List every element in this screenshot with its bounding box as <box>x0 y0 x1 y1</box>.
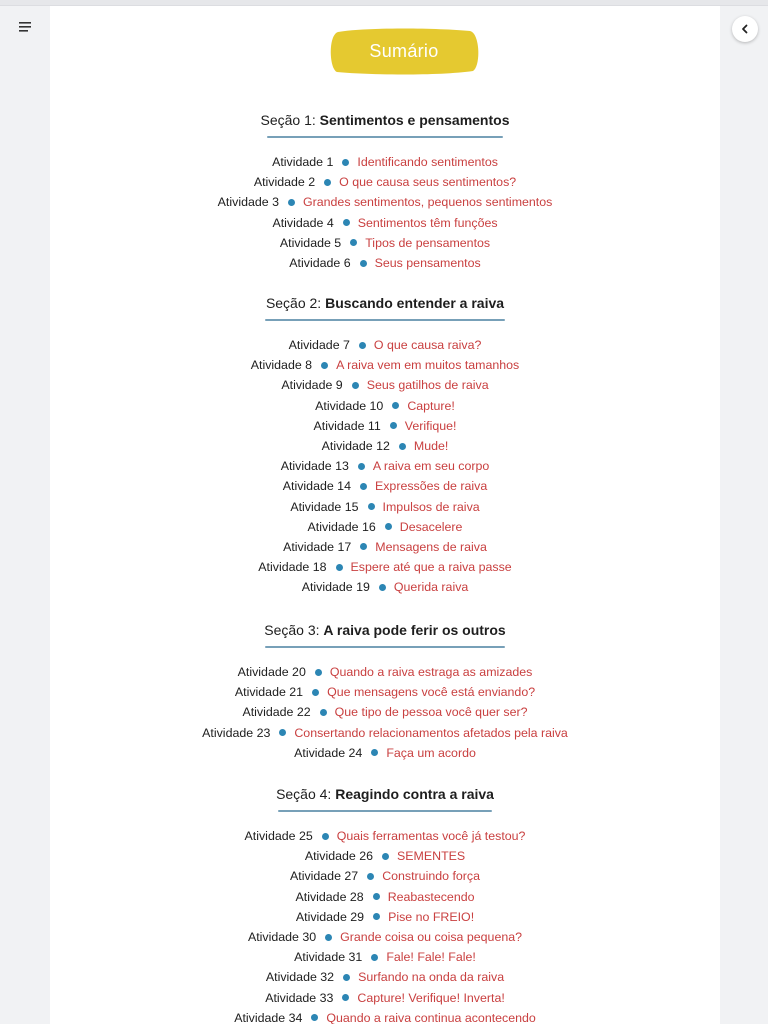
bullet-dot-icon <box>325 934 332 941</box>
activity-number: Atividade 33 <box>265 990 334 1005</box>
activity-number: Atividade 19 <box>301 580 370 595</box>
toc-entry[interactable] <box>50 233 720 253</box>
bullet-dot-icon <box>367 873 374 880</box>
activity-number: Atividade 9 <box>281 378 343 393</box>
bullet-dot-icon <box>315 669 322 676</box>
toc-entry[interactable] <box>50 947 720 967</box>
toc-entry[interactable] <box>50 355 720 375</box>
toc-section <box>50 110 720 273</box>
toc-section <box>50 784 720 1024</box>
toc-section <box>50 293 720 597</box>
activity-number: Atividade 5 <box>279 235 342 250</box>
activity-number: Atividade 34 <box>234 1010 303 1024</box>
bullet-dot-icon <box>379 584 386 591</box>
activity-title-link[interactable]: Impulsos de raiva <box>382 499 480 514</box>
bullet-dot-icon <box>360 260 367 267</box>
section-heading <box>50 620 720 640</box>
section-prefix: Seção 1: <box>260 112 316 128</box>
toc-entry[interactable] <box>50 866 720 886</box>
activity-number: Atividade 28 <box>295 889 364 904</box>
activity-title-link[interactable]: O que causa raiva? <box>373 338 482 352</box>
activity-title-link[interactable]: Grandes sentimentos, pequenos sentimentos <box>302 195 553 210</box>
activity-number: Atividade 17 <box>283 539 352 554</box>
activity-title-link[interactable]: Expressões de raiva <box>374 479 488 494</box>
bullet-dot-icon <box>311 1014 318 1021</box>
activity-list <box>50 152 720 273</box>
activity-number: Atividade 11 <box>313 418 381 433</box>
activity-number: Atividade 12 <box>321 438 390 453</box>
activity-number: Atividade 30 <box>247 929 317 944</box>
activity-title-link[interactable]: SEMENTES <box>397 849 466 864</box>
bullet-dot-icon <box>358 463 365 470</box>
activity-number: Atividade 18 <box>258 560 327 575</box>
activity-title-link[interactable]: Sentimentos têm funções <box>357 215 498 230</box>
activity-title-link[interactable]: Reabastecendo <box>387 889 475 904</box>
section-name: A raiva pode ferir os outros <box>323 622 506 638</box>
activity-title-link[interactable]: Grande coisa ou coisa pequena? <box>340 929 523 944</box>
activity-title-link[interactable]: Mensagens de raiva <box>375 539 487 554</box>
bullet-dot-icon <box>392 402 399 409</box>
toc-entry[interactable] <box>50 537 720 557</box>
activity-number: Atividade 4 <box>272 215 334 230</box>
toc-entry[interactable] <box>50 1008 720 1024</box>
toc-section <box>50 620 720 763</box>
activity-number: Atividade 21 <box>234 685 304 700</box>
bullet-dot-icon <box>373 913 380 920</box>
activity-title-link[interactable]: Mude! <box>413 438 449 453</box>
activity-number: Atividade 1 <box>272 155 334 169</box>
activity-number: Atividade 13 <box>280 459 349 474</box>
activity-number: Atividade 2 <box>253 175 316 190</box>
activity-number: Atividade 16 <box>307 519 376 534</box>
toc-entry[interactable] <box>50 743 720 763</box>
toc-entry[interactable] <box>50 846 720 866</box>
activity-number: Atividade 26 <box>304 849 374 864</box>
activity-list <box>50 335 720 597</box>
toc-entry[interactable] <box>50 967 720 987</box>
bullet-dot-icon <box>360 543 367 550</box>
toc-entry[interactable] <box>50 723 720 743</box>
bullet-dot-icon <box>385 523 392 530</box>
activity-number: Atividade 3 <box>217 195 279 210</box>
activity-title-link[interactable]: Quando a raiva continua acontecendo <box>326 1010 536 1024</box>
toc-entry[interactable] <box>50 907 720 927</box>
section-prefix: Seção 2: <box>265 295 322 311</box>
toc-entry[interactable] <box>50 497 720 517</box>
bullet-dot-icon <box>343 974 350 981</box>
toc-entry[interactable] <box>50 253 720 273</box>
toc-entry[interactable] <box>50 557 720 577</box>
activity-title-link[interactable]: Surfando na onda da raiva <box>358 970 505 985</box>
bullet-dot-icon <box>324 179 331 186</box>
bullet-dot-icon <box>320 709 327 716</box>
bullet-dot-icon <box>399 443 406 450</box>
activity-number: Atividade 7 <box>288 338 350 352</box>
toc-entry[interactable] <box>50 662 720 682</box>
toc-entry[interactable] <box>50 682 720 702</box>
title-badge <box>328 26 480 76</box>
page-title: Sumário <box>369 40 439 61</box>
toc-entry[interactable] <box>50 927 720 947</box>
bullet-dot-icon <box>343 219 350 226</box>
activity-title-link[interactable]: Capture! Verifique! Inverta! <box>357 990 505 1005</box>
activity-title-link[interactable]: Desacelere <box>399 519 463 534</box>
toc-entry[interactable] <box>50 396 720 416</box>
activity-title-link[interactable]: Faça um acordo <box>386 745 476 760</box>
bullet-dot-icon <box>342 994 349 1001</box>
bullet-dot-icon <box>352 382 359 389</box>
activity-title-link[interactable]: A raiva em seu corpo <box>372 459 490 474</box>
section-heading <box>50 293 720 313</box>
activity-title-link[interactable]: Pise no FREIO! <box>388 909 475 924</box>
activity-number: Atividade 15 <box>290 499 359 514</box>
activity-number: Atividade 27 <box>289 869 359 884</box>
hamburger-menu-icon <box>19 22 31 32</box>
activity-number: Atividade 24 <box>294 745 363 760</box>
menu-button[interactable] <box>14 17 36 37</box>
activity-number: Atividade 10 <box>315 398 384 413</box>
toc-entry[interactable] <box>50 476 720 496</box>
bullet-dot-icon <box>336 564 343 571</box>
toc-entry[interactable] <box>50 416 720 436</box>
bullet-dot-icon <box>360 483 367 490</box>
document-page <box>50 6 720 1024</box>
collapse-panel-button[interactable] <box>732 16 758 42</box>
activity-title-link[interactable]: Construindo força <box>382 869 480 884</box>
bullet-dot-icon <box>390 422 397 429</box>
bullet-dot-icon <box>312 689 319 696</box>
bullet-dot-icon <box>342 159 349 166</box>
activity-number: Atividade 20 <box>237 665 306 679</box>
activity-title-link[interactable]: Verifique! <box>404 418 457 433</box>
toc-entry[interactable] <box>50 213 720 233</box>
toc-entry[interactable] <box>50 172 720 192</box>
section-heading <box>50 784 720 804</box>
section-name: Reagindo contra a raiva <box>335 786 494 802</box>
bullet-dot-icon <box>371 749 378 756</box>
toc-entry[interactable] <box>50 826 720 846</box>
bullet-dot-icon <box>359 342 366 349</box>
bullet-dot-icon <box>322 833 329 840</box>
section-heading <box>50 110 720 130</box>
activity-number: Atividade 32 <box>265 970 335 985</box>
activity-number: Atividade 22 <box>242 705 311 720</box>
section-underline <box>265 646 505 648</box>
section-underline <box>278 810 492 812</box>
activity-number: Atividade 8 <box>250 358 313 373</box>
bullet-dot-icon <box>371 954 378 961</box>
toc-entry[interactable] <box>50 335 720 355</box>
activity-number: Atividade 31 <box>294 950 363 965</box>
toc-entry[interactable] <box>50 577 720 597</box>
activity-title-link[interactable]: Fale! Fale! Fale! <box>386 950 476 965</box>
activity-title-link[interactable]: Espere até que a raiva passe <box>350 560 512 575</box>
toc-entry[interactable] <box>50 702 720 722</box>
activity-title-link[interactable]: Tipos de pensamentos <box>365 235 491 250</box>
activity-title-link[interactable]: Seus pensamentos <box>374 255 481 270</box>
toc-entry[interactable] <box>50 436 720 456</box>
bullet-dot-icon <box>350 239 357 246</box>
activity-title-link[interactable]: Quando a raiva estraga as amizades <box>329 665 533 679</box>
activity-title-link[interactable]: Seus gatilhos de raiva <box>366 378 489 393</box>
activity-title-link[interactable]: Identificando sentimentos <box>357 155 498 169</box>
activity-list <box>50 662 720 763</box>
bullet-dot-icon <box>279 729 286 736</box>
activity-number: Atividade 25 <box>244 829 313 843</box>
toc-entry[interactable] <box>50 887 720 907</box>
bullet-dot-icon <box>382 853 389 860</box>
chevron-left-icon <box>740 24 750 34</box>
activity-title-link[interactable]: O que causa seus sentimentos? <box>339 175 517 190</box>
activity-title-link[interactable]: Que tipo de pessoa você quer ser? <box>334 705 528 720</box>
section-name: Sentimentos e pensamentos <box>319 112 510 128</box>
bullet-dot-icon <box>368 503 375 510</box>
section-underline <box>265 319 505 321</box>
toc-entry[interactable] <box>50 517 720 537</box>
activity-title-link[interactable]: Quais ferramentas você já testou? <box>336 829 526 843</box>
section-prefix: Seção 4: <box>276 786 332 802</box>
activity-list <box>50 826 720 1024</box>
activity-number: Atividade 14 <box>282 479 351 494</box>
activity-number: Atividade 6 <box>289 255 351 270</box>
section-prefix: Seção 3: <box>264 622 320 638</box>
bullet-dot-icon <box>373 893 380 900</box>
toc-entry[interactable] <box>50 456 720 476</box>
toc-entry[interactable] <box>50 192 720 212</box>
activity-title-link[interactable]: Querida raiva <box>393 580 469 595</box>
activity-number: Atividade 23 <box>202 725 271 740</box>
bullet-dot-icon <box>288 199 295 206</box>
toc-entry[interactable] <box>50 152 720 172</box>
activity-title-link[interactable]: A raiva vem em muitos tamanhos <box>336 358 520 373</box>
toc-entry[interactable] <box>50 988 720 1008</box>
section-underline <box>267 136 503 138</box>
section-name: Buscando entender a raiva <box>325 295 505 311</box>
toc-entry[interactable] <box>50 375 720 395</box>
activity-title-link[interactable]: Consertando relacionamentos afetados pela raiva <box>294 725 568 740</box>
activity-title-link[interactable]: Que mensagens você está enviando? <box>327 685 536 700</box>
activity-title-link[interactable]: Capture! <box>407 398 455 413</box>
activity-number: Atividade 29 <box>295 909 365 924</box>
bullet-dot-icon <box>321 362 328 369</box>
